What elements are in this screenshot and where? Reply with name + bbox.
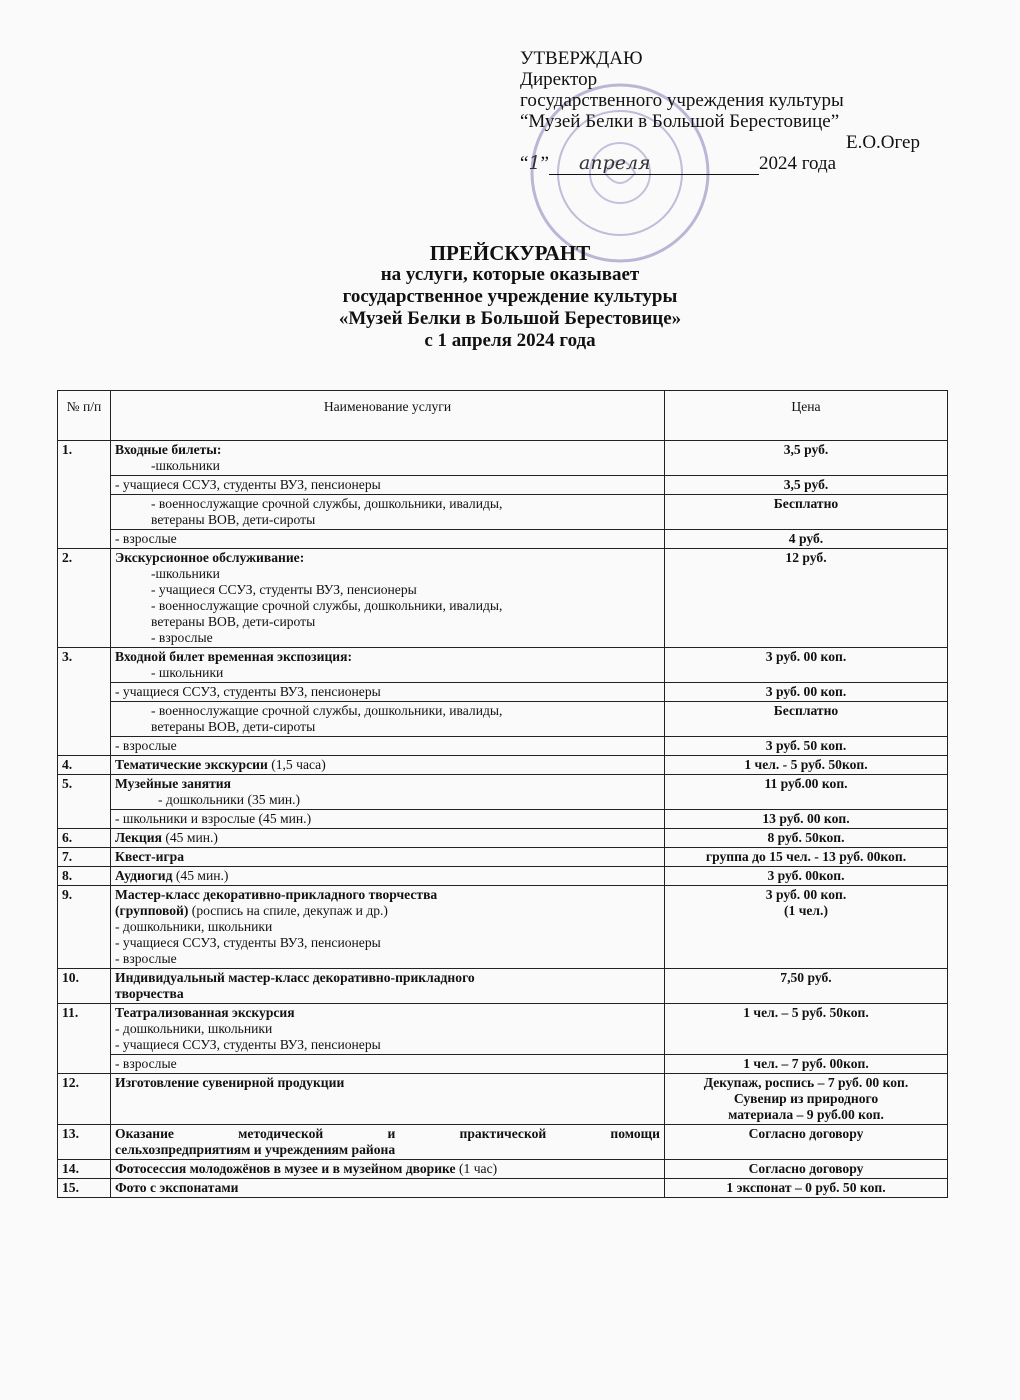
price-cell: 1 чел. – 5 руб. 50коп. bbox=[665, 1004, 948, 1055]
approval-org-line2: “Музей Белки в Большой Берестовице” bbox=[520, 111, 840, 132]
price-cell: 11 руб.00 коп. bbox=[665, 775, 948, 810]
table-row bbox=[58, 1004, 948, 1055]
service-cell: Экскурсионное обслуживание: -школьники - учащиеся ССУЗ, студенты ВУЗ, пенсионеры - военнослужащие срочной службы, дошкольники, ивалиды, ветераны ВОВ, дети-сироты - взрослые bbox=[111, 549, 665, 648]
table-row bbox=[58, 1179, 948, 1198]
row-number-cell: 10. bbox=[58, 969, 111, 1004]
service-cell: Входной билет временная экспозиция: - школьники bbox=[111, 648, 665, 683]
header-service: Наименование услуги bbox=[111, 391, 665, 441]
service-cell: Лекция (45 мин.) bbox=[111, 829, 665, 848]
table-row bbox=[58, 969, 948, 1004]
service-cell: - взрослые bbox=[111, 530, 665, 549]
service-cell: Театрализованная экскурсия - дошкольники, школьники - учащиеся ССУЗ, студенты ВУЗ, пенсионеры bbox=[111, 1004, 665, 1055]
document-heading bbox=[0, 242, 1020, 352]
service-cell: - взрослые bbox=[111, 737, 665, 756]
table-row bbox=[58, 1074, 948, 1125]
service-cell: - учащиеся ССУЗ, студенты ВУЗ, пенсионеры bbox=[111, 683, 665, 702]
table-row bbox=[58, 1160, 948, 1179]
service-cell: Музейные занятия - дошкольники (35 мин.) bbox=[111, 775, 665, 810]
row-number-cell: 5. bbox=[58, 775, 111, 829]
service-cell: Квест-игра bbox=[111, 848, 665, 867]
approval-title: УТВЕРЖДАЮ bbox=[520, 48, 643, 69]
row-number-cell: 14. bbox=[58, 1160, 111, 1179]
price-cell: Согласно договору bbox=[665, 1125, 948, 1160]
approval-org-line1: государственного учреждения культуры bbox=[520, 90, 844, 111]
heading-line4: с 1 апреля 2024 года bbox=[424, 330, 596, 351]
price-cell: 1 чел. – 7 руб. 00коп. bbox=[665, 1055, 948, 1074]
price-cell: 12 руб. bbox=[665, 549, 948, 648]
price-cell: 1 экспонат – 0 руб. 50 коп. bbox=[665, 1179, 948, 1198]
price-table bbox=[57, 390, 948, 1198]
heading-line1: на услуги, которые оказывает bbox=[380, 264, 640, 285]
table-row bbox=[58, 648, 948, 683]
price-cell: 4 руб. bbox=[665, 530, 948, 549]
service-cell: Мастер-класс декоративно-прикладного творчества (групповой) (роспись на спиле, декупаж и др.) - дошкольники, школьники - учащиеся ССУЗ, студенты ВУЗ, пенсионеры - взрослые bbox=[111, 886, 665, 969]
row-number-cell: 9. bbox=[58, 886, 111, 969]
service-cell: Индивидуальный мастер-класс декоративно-прикладного творчества bbox=[111, 969, 665, 1004]
price-cell: 3 руб. 00 коп. (1 чел.) bbox=[665, 886, 948, 969]
table-row bbox=[58, 549, 948, 648]
row-number-cell: 3. bbox=[58, 648, 111, 756]
row-number-cell: 8. bbox=[58, 867, 111, 886]
table-row bbox=[58, 775, 948, 810]
table-row bbox=[58, 848, 948, 867]
table-row bbox=[58, 867, 948, 886]
row-number-cell: 11. bbox=[58, 1004, 111, 1074]
date-day: 1 bbox=[528, 152, 541, 174]
row-number-cell: 2. bbox=[58, 549, 111, 648]
price-cell: 3 руб. 00коп. bbox=[665, 867, 948, 886]
table-row bbox=[58, 530, 948, 549]
table-row bbox=[58, 1125, 948, 1160]
price-cell: 7,50 руб. bbox=[665, 969, 948, 1004]
table-row bbox=[58, 1055, 948, 1074]
row-number-cell: 6. bbox=[58, 829, 111, 848]
service-cell: Фотосессия молодожёнов в музее и в музейном дворике (1 час) bbox=[111, 1160, 665, 1179]
service-cell: Тематические экскурсии (1,5 часа) bbox=[111, 756, 665, 775]
table-row bbox=[58, 495, 948, 530]
price-cell: 1 чел. - 5 руб. 50коп. bbox=[665, 756, 948, 775]
table-row bbox=[58, 683, 948, 702]
service-cell: Аудиогид (45 мин.) bbox=[111, 867, 665, 886]
price-cell: Бесплатно bbox=[665, 702, 948, 737]
table-row bbox=[58, 829, 948, 848]
document-title: ПРЕЙСКУРАНТ bbox=[429, 241, 591, 265]
table-row bbox=[58, 702, 948, 737]
price-cell: 3 руб. 00 коп. bbox=[665, 648, 948, 683]
price-cell: Декупаж, роспись – 7 руб. 00 коп. Сувенир из природного материала – 9 руб.00 коп. bbox=[665, 1074, 948, 1125]
approval-name: Е.О.Огер bbox=[845, 132, 920, 153]
price-cell: 13 руб. 00 коп. bbox=[665, 810, 948, 829]
price-cell: Согласно договору bbox=[665, 1160, 948, 1179]
table-row bbox=[58, 441, 948, 476]
heading-line2: государственное учреждение культуры bbox=[342, 286, 678, 307]
table-row bbox=[58, 886, 948, 969]
row-number-cell: 12. bbox=[58, 1074, 111, 1125]
row-number-cell: 13. bbox=[58, 1125, 111, 1160]
table-row bbox=[58, 810, 948, 829]
row-number-cell: 7. bbox=[58, 848, 111, 867]
service-cell: - военнослужащие срочной службы, дошкольники, ивалиды, ветераны ВОВ, дети-сироты bbox=[111, 702, 665, 737]
service-cell: - учащиеся ССУЗ, студенты ВУЗ, пенсионеры bbox=[111, 476, 665, 495]
price-cell: 3 руб. 50 коп. bbox=[665, 737, 948, 756]
table-row bbox=[58, 476, 948, 495]
row-number-cell: 4. bbox=[58, 756, 111, 775]
approval-position: Директор bbox=[520, 69, 598, 90]
service-cell: Входные билеты: -школьники bbox=[111, 441, 665, 476]
price-cell: 3,5 руб. bbox=[665, 476, 948, 495]
price-cell: группа до 15 чел. - 13 руб. 00коп. bbox=[665, 848, 948, 867]
service-cell: Изготовление сувенирной продукции bbox=[111, 1074, 665, 1125]
service-cell: - взрослые bbox=[111, 1055, 665, 1074]
price-cell: Бесплатно bbox=[665, 495, 948, 530]
approval-block bbox=[520, 48, 940, 175]
price-cell: 3,5 руб. bbox=[665, 441, 948, 476]
price-cell: 3 руб. 00 коп. bbox=[665, 683, 948, 702]
date-month: апреля bbox=[578, 152, 651, 174]
price-cell: 8 руб. 50коп. bbox=[665, 829, 948, 848]
service-cell: Фото с экспонатами bbox=[111, 1179, 665, 1198]
table-row bbox=[58, 756, 948, 775]
date-year: 2024 года bbox=[758, 153, 837, 174]
table-header-row bbox=[58, 391, 948, 441]
approval-date: “1” апреля 2024 года bbox=[520, 152, 837, 174]
header-num: № п/п bbox=[58, 391, 111, 441]
service-cell: - военнослужащие срочной службы, дошкольники, ивалиды, ветераны ВОВ, дети-сироты bbox=[111, 495, 665, 530]
service-cell: - школьники и взрослые (45 мин.) bbox=[111, 810, 665, 829]
row-number-cell: 1. bbox=[58, 441, 111, 549]
header-price: Цена bbox=[665, 391, 948, 441]
table-row bbox=[58, 737, 948, 756]
row-number-cell: 15. bbox=[58, 1179, 111, 1198]
heading-line3: «Музей Белки в Большой Берестовице» bbox=[338, 308, 682, 329]
service-cell: Оказание методической и практической помощи сельхозпредприятиям и учреждениям района bbox=[111, 1125, 665, 1160]
